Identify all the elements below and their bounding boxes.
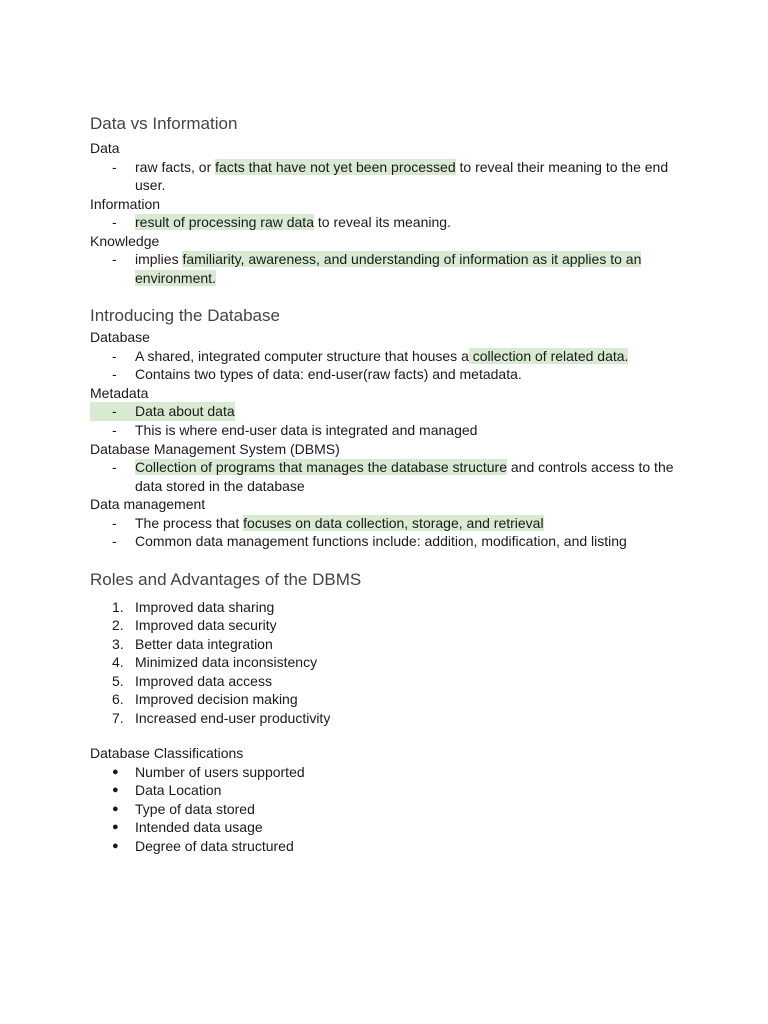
list-item: ● Degree of data structured [90,837,690,856]
roles-numbered-list [90,598,690,728]
highlight: collection of related data. [468,347,629,364]
dbms-definition-list [90,458,690,495]
list-item: ● Number of users supported [90,763,690,782]
list-number: 7. [112,709,124,726]
list-item: - raw facts, or facts that have not yet been processed to reveal their meaning to the end user. [90,158,690,195]
list-item: ● Data Location [90,781,690,800]
list-item-text: Increased end-user productivity [135,709,331,726]
term-dbms: Database Management System (DBMS) [90,440,340,457]
list-item: ● Type of data stored [90,800,690,819]
highlight: familiarity, awareness, and understanding of information as it applies to an environment. [135,251,642,286]
heading-roles-and-advantages: Roles and Advantages of the DBMS [90,569,362,589]
term-data-management: Data management [90,496,206,512]
metadata-definition-list [90,402,690,440]
list-item: - The process that focuses on data collection, storage, and retrieval [90,514,690,533]
list-item-text: Improved decision making [135,691,298,707]
list-item-text: Improved data access [135,672,272,689]
highlight: focuses on data collection, storage, and retrieval [243,514,544,531]
list-item-text: Improved data sharing [135,598,275,615]
list-item: - A shared, integrated computer structure that houses a collection of related data. [90,347,690,366]
list-number: 4. [112,654,124,670]
highlight: Collection of programs that manages the database structure [135,459,507,475]
highlight: result of processing raw data [135,214,314,230]
information-definition-list [90,213,690,232]
term-knowledge: Knowledge [90,232,160,249]
list-item-text: Improved data security [135,617,277,633]
list-item: - This is where end-user data is integrated and managed [90,421,690,440]
list-item: - Data about data [90,402,235,421]
list-item [90,690,690,709]
classifications-bullet-list [90,763,690,856]
list-item [90,709,690,728]
list-number: 3. [112,635,124,652]
term-database-classifications: Database Classifications [90,745,244,761]
list-item-text: Minimized data inconsistency [135,654,318,670]
list-item: - implies familiarity, awareness, and understanding of information as it applies to an environment. [90,250,690,287]
list-item: - Contains two types of data: end-user(raw facts) and metadata. [90,365,690,384]
term-database: Database [90,329,150,345]
list-number: 2. [112,617,124,633]
heading-data-vs-information: Data vs Information [90,114,238,133]
term-information: Information [90,195,161,212]
data-management-definition-list [90,514,690,551]
term-metadata: Metadata [90,384,149,401]
heading-introducing-the-database: Introducing the Database [90,306,280,325]
list-item [90,635,690,654]
term-data: Data [90,140,120,156]
knowledge-definition-list [90,250,690,287]
list-item [90,672,690,691]
list-item [90,653,690,672]
list-item [90,616,690,635]
list-number: 1. [112,598,124,615]
list-item: - Common data management functions include: addition, modification, and listing [90,532,690,551]
database-definition-list [90,347,690,384]
list-item [90,598,690,617]
list-item: ● Intended data usage [90,818,690,837]
list-item: - Collection of programs that manages the database structure and controls access to the data stored in the database [90,458,690,495]
highlight: facts that have not yet been processed [215,158,456,175]
list-number: 6. [112,691,124,707]
list-number: 5. [112,672,124,689]
list-item-text: Better data integration [135,635,273,652]
document-page [90,112,690,855]
data-definition-list [90,158,690,195]
list-item: - result of processing raw data to reveal its meaning. [90,213,690,232]
